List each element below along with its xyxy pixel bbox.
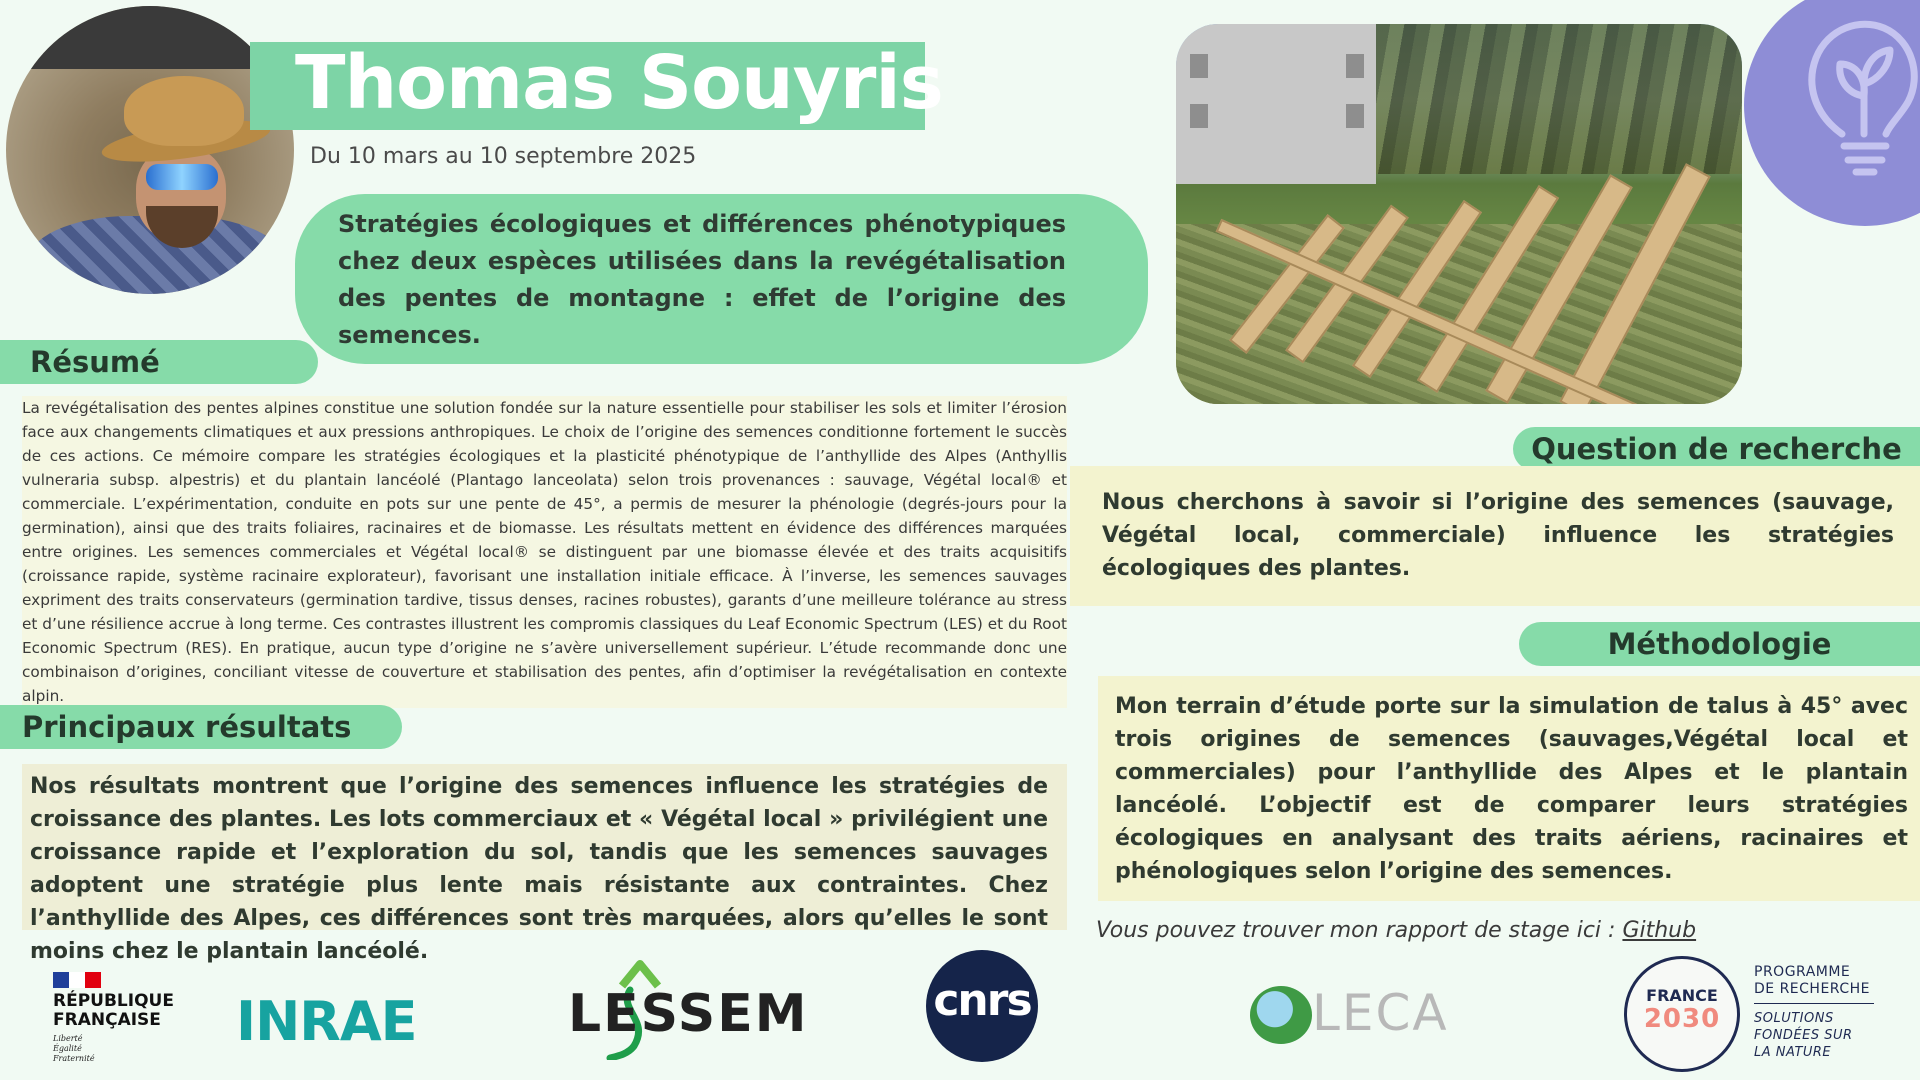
thesis-title: Stratégies écologiques et différences phénotypiques chez deux espèces utilisées dans la revégétalisation des pentes de montagne : effet de l’origine des semences. [338,210,1066,349]
republique-flag-icon [53,972,101,988]
france-2030-year: 2030 [1643,1004,1721,1034]
lessem-logo: LESSEM [568,984,809,1044]
results-heading: Principaux résultats [0,705,402,749]
question-heading: Question de recherche [1513,427,1920,471]
field-experiment-photo [1176,24,1742,404]
author-name: Thomas Souyris [295,40,943,126]
programme-divider [1754,1003,1874,1004]
report-line [1096,918,1696,943]
github-link[interactable]: Github [1622,918,1697,943]
methodology-heading: Méthodologie [1519,622,1920,666]
republique-francaise-logo: RÉPUBLIQUE FRANÇAISE [53,991,174,1030]
republique-motto: Liberté Égalité Fraternité [53,1034,95,1063]
question-text: Nous cherchons à savoir si l’origine des semences (sauvage, Végétal local, commerciale) influence les stratégies écologiques des plantes. [1102,490,1894,581]
leca-logo: LECA [1312,984,1449,1042]
results-text: Nos résultats montrent que l’origine des semences influence les stratégies de croissance des plantes. Les lots commerciaux et « Végétal local » privilégient une croissance rapide et l’exploration du sol, tandis que les semences sauvages adoptent une stratégie plus lente mais résistante aux contraintes. Chez l’anthyllide des Alpes, ces différences sont très marquées, alors qu’elles le sont moins chez le plantain lancéolé. [30,774,1048,964]
programme-label: PROGRAMME DE RECHERCHE [1754,964,1870,997]
resume-text: La revégétalisation des pentes alpines constitue une solution fondée sur la nature essentielle pour stabiliser les sols et limiter l’érosion face aux changements climatiques et aux pressions anthropiques. Le choix de l’origine des semences conditionne fortement le succès de ces actions. Ce mémoire compare les stratégies écologiques et la plasticité phénotypique de l’anthyllide des Alpes (Anthyllis vulneraria subsp. alpestris) et du plantain lancéolé (Plantago lanceolata) selon trois provenances : sauvage, Végétal local® et commerciale. L’expérimentation, conduite en pots sur une pente de 45°, a permis de mesurer la phénologie (degrés-jours pour la germination), ainsi que des traits foliaires, racinaires et de biomasse. Les résultats mettent en évidence des différences marquées entre origines. Les semences commerciales et Végétal local® se distinguent par une biomasse élevée et des traits acquisitifs (croissance rapide, système racinaire explorateur), favorisant une installation initiale efficace. À l’inverse, les semences sauvages expriment des traits conservateurs (germination tardive, tissus denses, racines robustes), garants d’une meilleure tolérance au stress et d’une résilience accrue à long terme. Ces contrastes illustrent les compromis classiques du Leaf Economic Spectrum (LES) et du Root Economic Spectrum (RES). En pratique, aucun type d’origine ne s’avère universellement supérieur. L’étude recommande donc une combinaison d’origines, conciliant vitesse de couverture et stabilisation des pentes, afin d’optimiser la revégétalisation en contexte alpin. [22,396,1067,708]
inrae-logo: INRAE [236,990,417,1053]
solutions-label: SOLUTIONS FONDÉES SUR LA NATURE [1754,1011,1853,1060]
report-prefix: Vous pouvez trouver mon rapport de stage ici : [1096,918,1623,943]
leca-mountain-icon [1250,986,1312,1044]
methodology-text: Mon terrain d’étude porte sur la simulation de talus à 45° avec trois origines de semences (sauvages,Végétal local et commerciales) pour l’anthyllide des Alpes et le plantain lancéolé. L’objectif est de comparer leurs stratégies écologiques en analysant des traits aériens, racinaires et phénologiques selon l’origine des semences. [1115,694,1908,884]
lightbulb-leaf-icon [1744,0,1920,226]
internship-dates: Du 10 mars au 10 septembre 2025 [310,144,697,169]
cnrs-logo: cnrs [933,975,1031,1026]
france-2030-label: FRANCE [1646,986,1718,1005]
resume-heading: Résumé [0,340,318,384]
